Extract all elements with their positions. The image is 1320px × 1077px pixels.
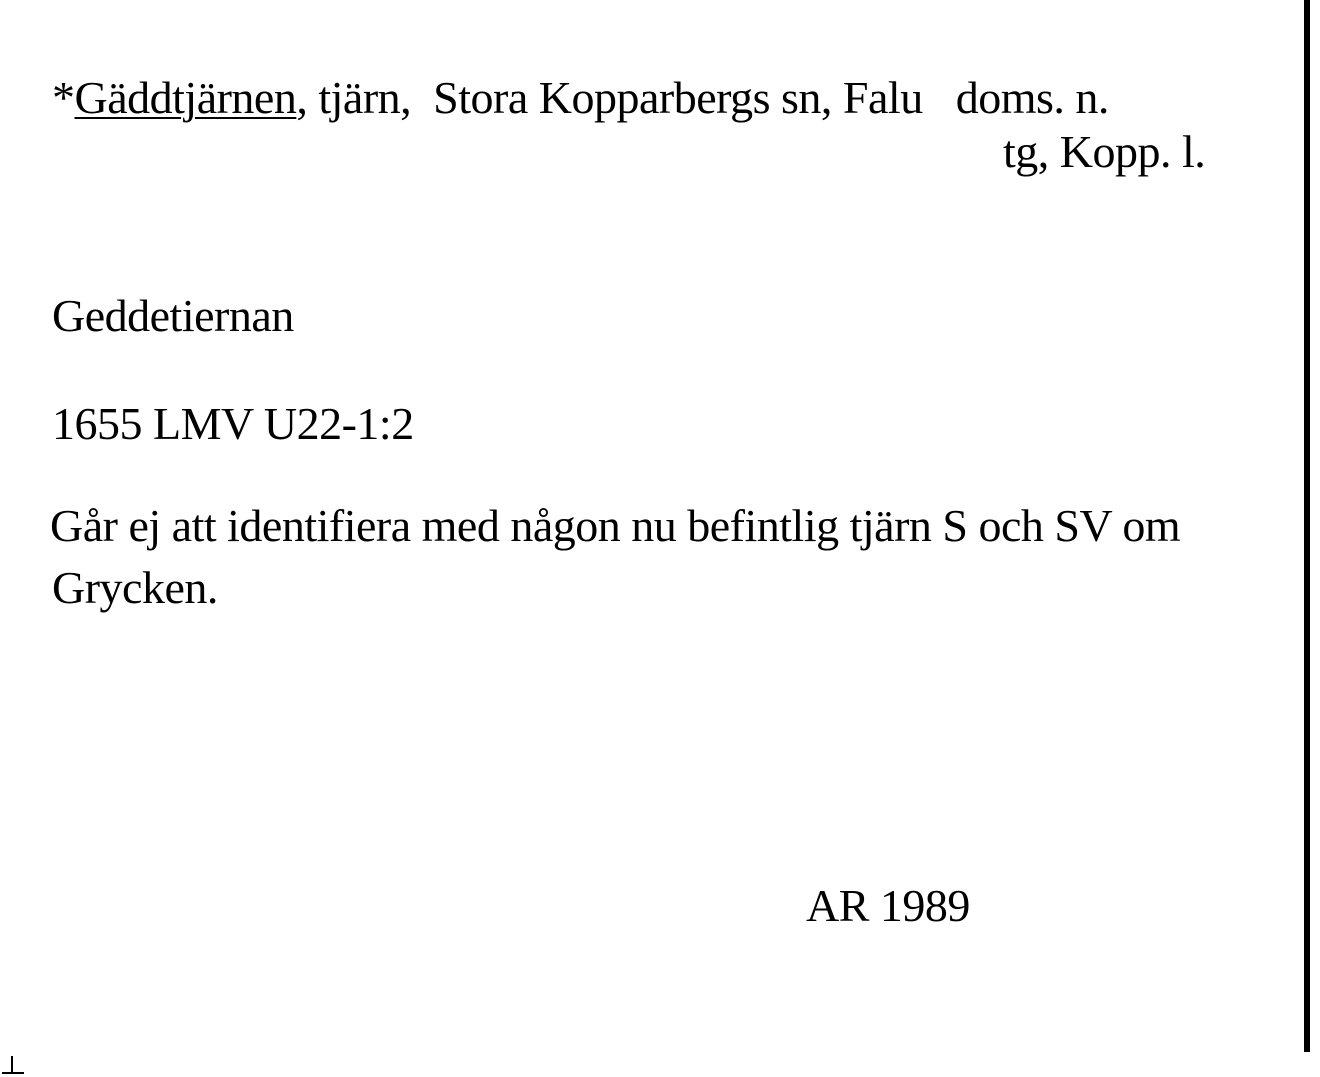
header-rest: , tjärn, Stora Kopparbergs sn, Falu doms. n. [296, 72, 1109, 123]
note-line2: Grycken. [52, 562, 218, 613]
headword: Gäddtjärnen [74, 72, 297, 123]
card-header-line1 [52, 72, 1109, 124]
note-line1: Går ej att identifiera med någon nu befintlig tjärn S och SV om [50, 500, 1181, 551]
card-header-line2: tg, Kopp. l. [1003, 126, 1206, 177]
card-right-edge [1304, 0, 1310, 1052]
source-reference: 1655 LMV U22-1:2 [52, 398, 414, 449]
note-line1-clip [50, 500, 1304, 556]
asterisk-mark: * [52, 72, 75, 123]
signature: AR 1989 [806, 880, 970, 931]
corner-mark-horizontal [2, 1072, 24, 1074]
old-name-form: Geddetiernan [52, 290, 294, 341]
